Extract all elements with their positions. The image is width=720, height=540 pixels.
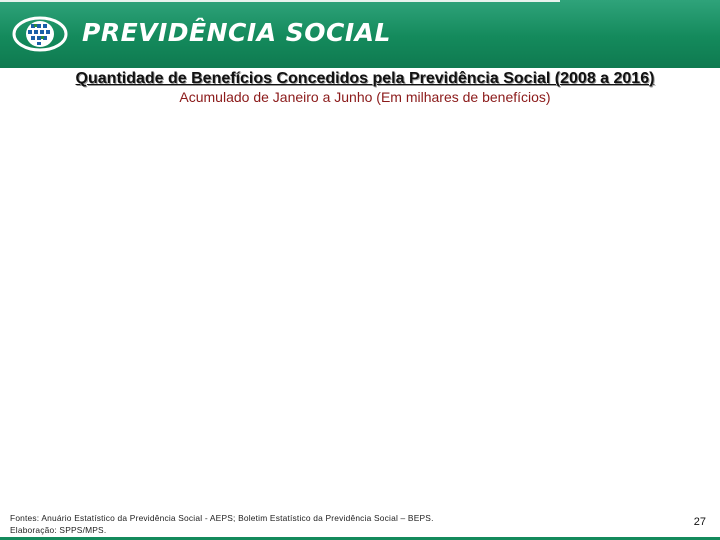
brand-name: PREVIDÊNCIA SOCIAL — [82, 18, 391, 47]
page-number: 27 — [693, 516, 706, 528]
footer-prepared-by: Elaboração: SPPS/MPS. — [10, 525, 107, 535]
chart-area — [10, 112, 710, 508]
previdencia-social-emblem-icon — [12, 14, 68, 54]
slide-title: Quantidade de Benefícios Concedidos pela Previdência Social (2008 a 2016) — [75, 70, 655, 87]
footer-sources: Fontes: Anuário Estatístico da Previdência Social - AEPS; Boletim Estatístico da Previdência Social – BEPS. — [10, 513, 434, 523]
slide-subtitle: Acumulado de Janeiro a Junho (Em milhares de benefícios) — [179, 89, 551, 105]
header-bar — [0, 0, 720, 68]
footer-notes — [10, 512, 434, 536]
header-top-line — [0, 0, 560, 2]
